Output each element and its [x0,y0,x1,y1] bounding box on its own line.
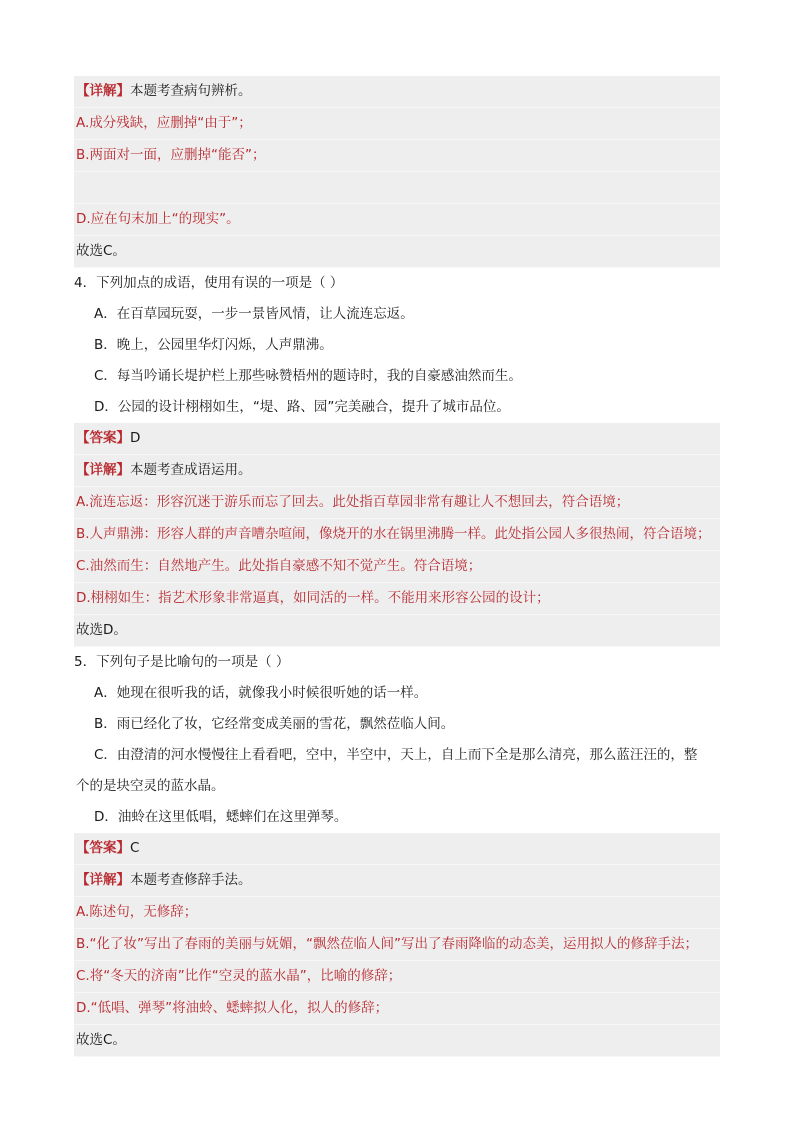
detail-text: 本题考查成语运用。 [130,462,252,478]
option-c-continued: 个的是块空灵的蓝水晶。 [76,778,225,794]
analysis-line: A.流连忘返：形容沉迷于游乐而忘了回去。此处指百草园非常有趣让人不想回去，符合语境； [74,487,720,519]
detail-line [74,865,720,897]
option-b: B．雨已经化了妆，它经常变成美丽的雪花，飘然莅临人间。 [94,716,455,732]
analysis-line: B.人声鼎沸：形容人群的声音嘈杂喧闹，像烧开的水在锅里沸腾一样。此处指公园人多很热闹，符合语境； [74,519,720,551]
answer-value: C [130,840,140,856]
blank-line [74,172,720,204]
analysis-line: D.应在句末加上“的现实”。 [74,204,720,236]
answer-tag: 【答案】 [76,840,130,856]
detail-line [74,455,720,487]
detail-tag: 【详解】 [76,462,130,478]
option-c: C．由澄清的河水慢慢往上看看吧，空中，半空中，天上，自上而下全是那么清亮，那么蓝汪汪的，整 [94,747,698,763]
choose-line: 故选C。 [74,236,720,268]
analysis-line: A.成分残缺，应删掉“由于”； [74,108,720,140]
option-d: D．公园的设计栩栩如生，“堤、路、园”完美融合，提升了城市品位。 [94,399,510,415]
detail-text: 本题考查病句辨析。 [130,83,252,99]
answer-tag: 【答案】 [76,430,130,446]
analysis-line: B.“化了妆”写出了春雨的美丽与妩媚，“飘然莅临人间”写出了春雨降临的动态美，运用拟人的修辞手法； [74,929,720,961]
analysis-line: B.两面对一面，应删掉“能否”； [74,140,720,172]
analysis-line: D.“低唱、弹琴”将油蛉、蟋蟀拟人化，拟人的修辞； [74,993,720,1025]
option-a: A．她现在很听我的话，就像我小时候很听她的话一样。 [94,685,428,701]
detail-text: 本题考查修辞手法。 [130,872,252,888]
option-d: D．油蛉在这里低唱，蟋蟀们在这里弹琴。 [94,809,348,825]
option-b: B．晚上，公园里华灯闪烁，人声鼎沸。 [94,337,333,353]
document-page [74,76,720,1057]
option-a: A．在百草园玩耍，一步一景皆风情，让人流连忘返。 [94,306,414,322]
choose-line: 故选C。 [74,1025,720,1057]
answer-value: D [130,430,141,446]
analysis-line: A.陈述句，无修辞； [74,897,720,929]
answer-line [74,423,720,455]
question-5: 5．下列句子是比喻句的一项是（ ） [74,654,290,670]
choose-line: 故选D。 [74,615,720,647]
option-c: C．每当吟诵长堤护栏上那些咏赞梧州的题诗时，我的自豪感油然而生。 [94,368,522,384]
analysis-line: C.将“冬天的济南”比作“空灵的蓝水晶”，比喻的修辞； [74,961,720,993]
analysis-line: C.油然而生：自然地产生。此处指自豪感不知不觉产生。符合语境； [74,551,720,583]
detail-tag: 【详解】 [76,83,130,99]
answer-line [74,833,720,865]
question-4: 4．下列加点的成语，使用有误的一项是（ ） [74,275,344,291]
detail-line [74,76,720,108]
analysis-line: D.栩栩如生：指艺术形象非常逼真，如同活的一样。不能用来形容公园的设计； [74,583,720,615]
detail-tag: 【详解】 [76,872,130,888]
